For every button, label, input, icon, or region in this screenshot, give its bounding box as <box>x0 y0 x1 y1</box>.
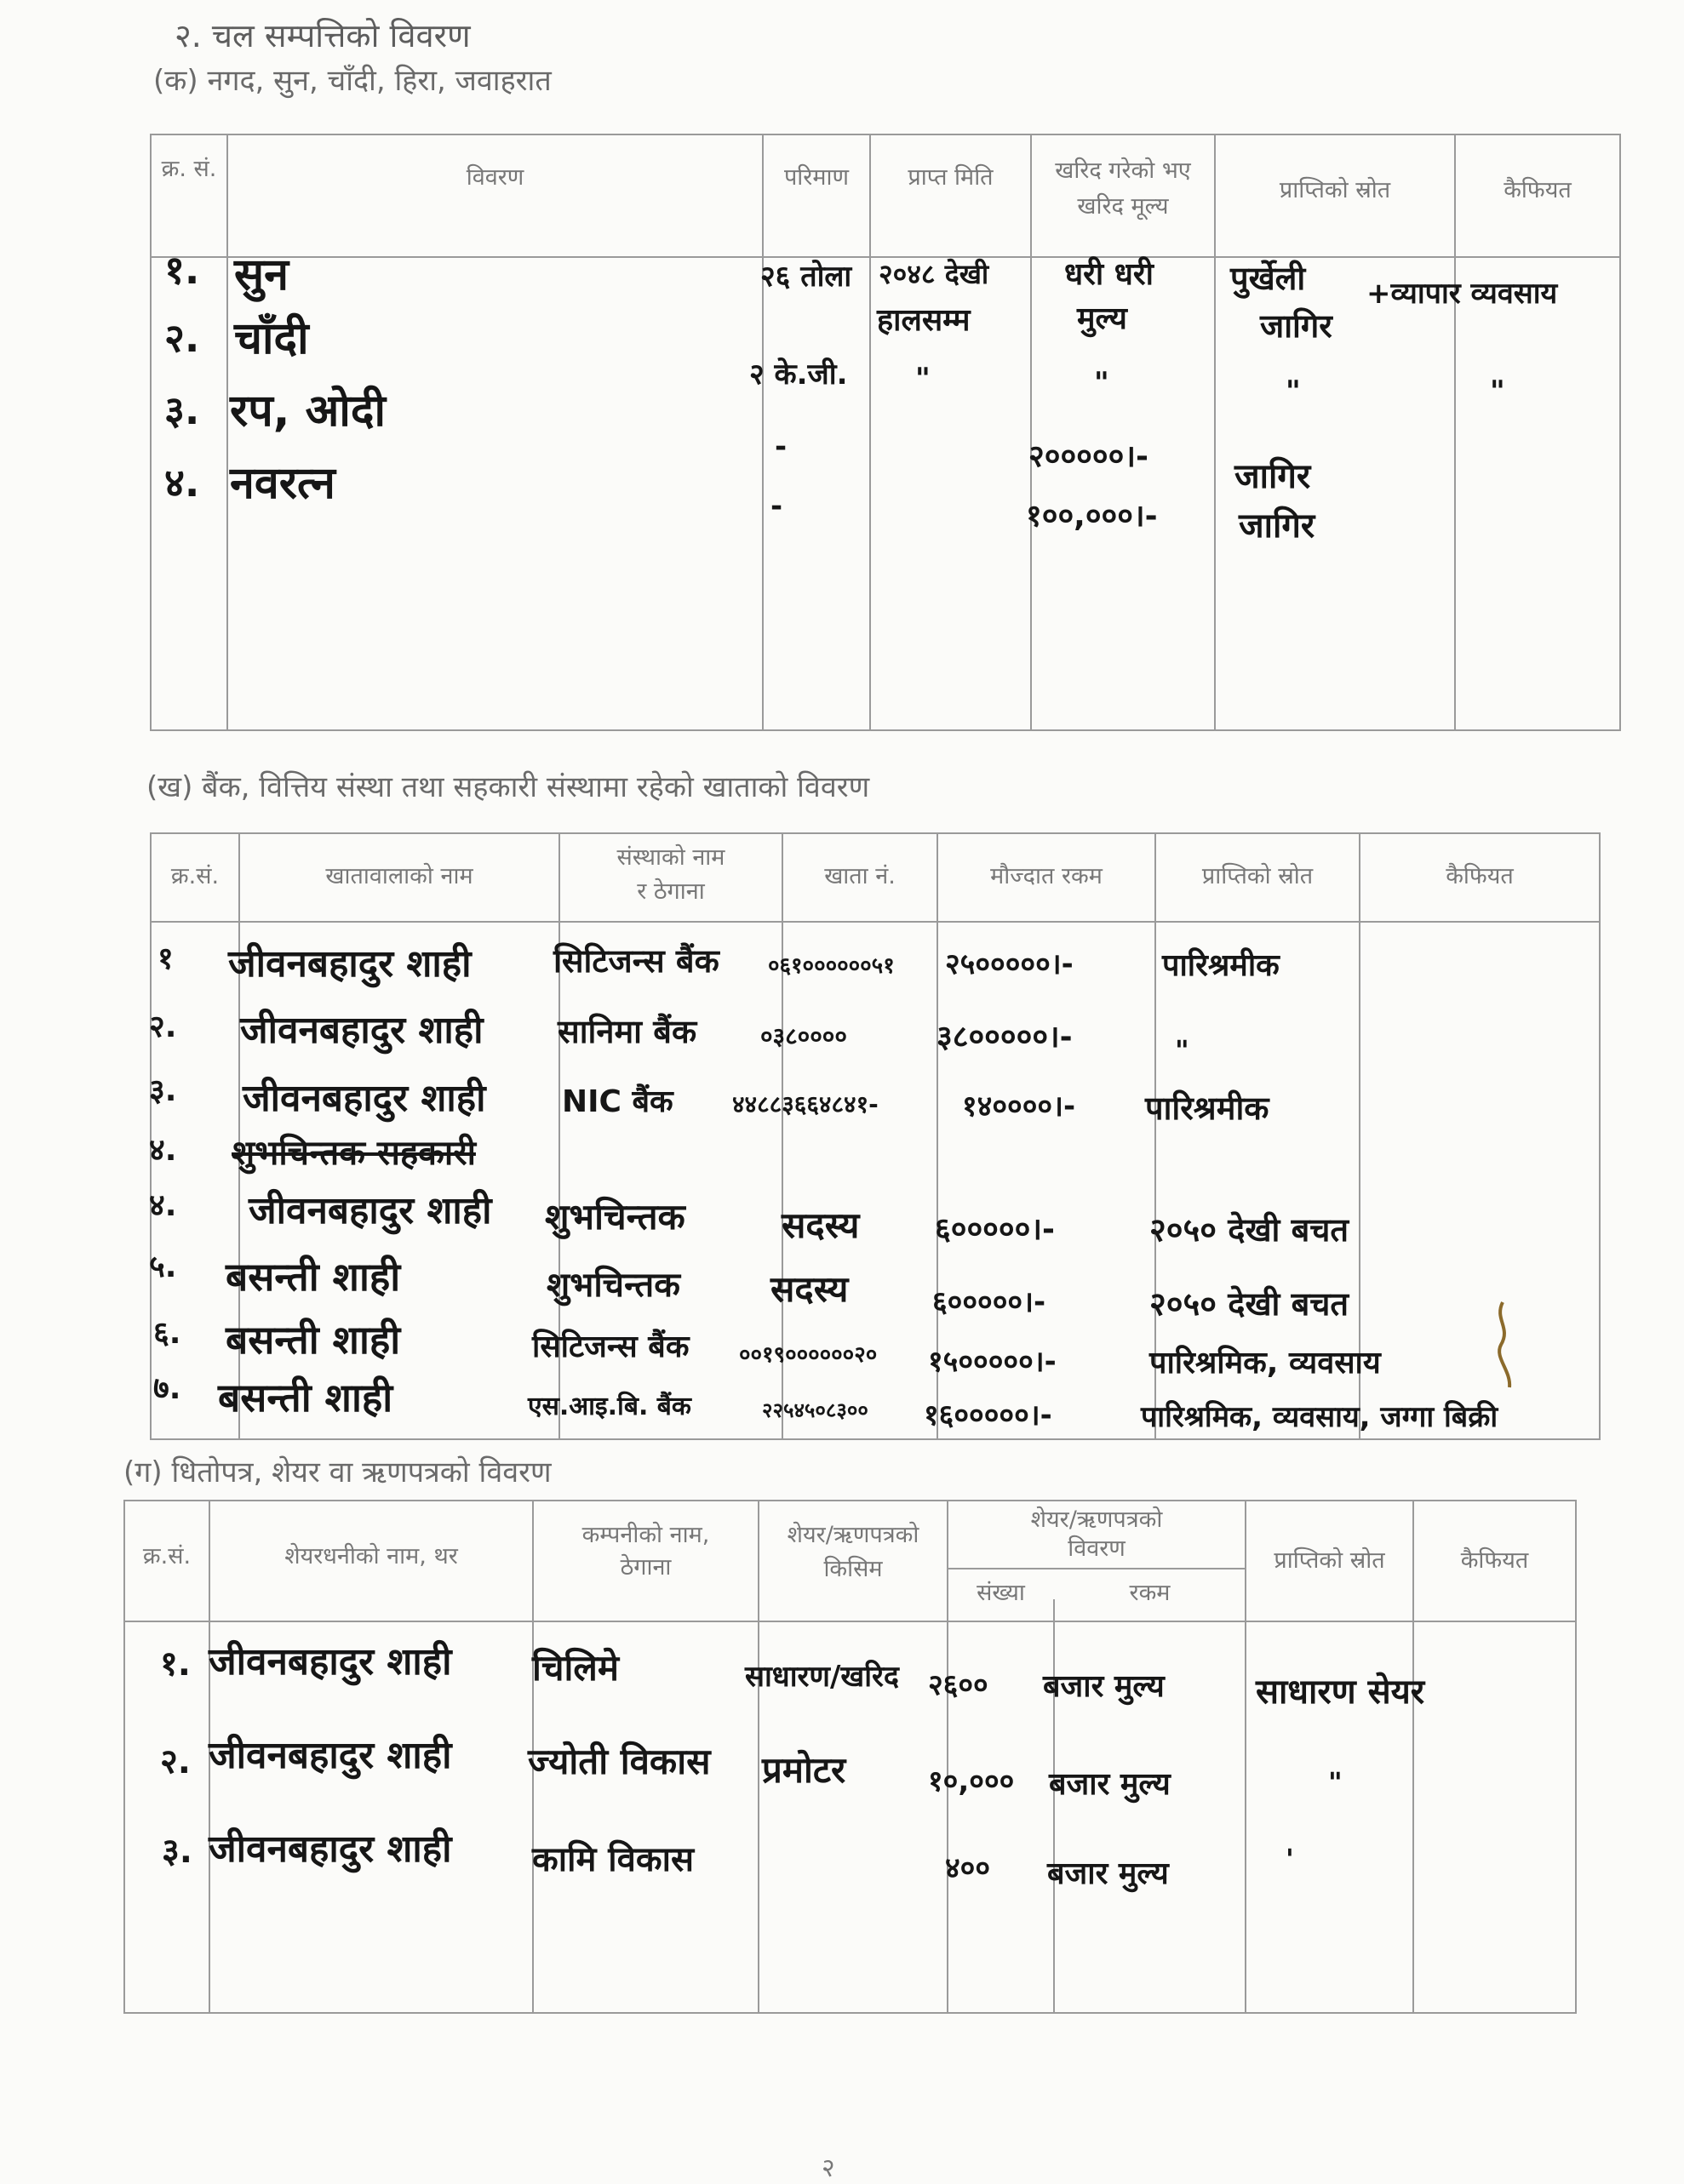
row-details: चाँदी <box>234 313 309 364</box>
row-sn: ३. <box>164 387 200 433</box>
header-inst-1: संस्थाको नाम <box>616 844 725 871</box>
row-holder: जीवनबहादुर शाही <box>249 1189 492 1232</box>
row-details: रप, ओदी <box>230 386 386 437</box>
row-type: साधारण/खरिद <box>745 1660 899 1694</box>
header-type-1: शेयर/ऋणपत्रको <box>787 1522 919 1548</box>
row-remarks: +व्यापार व्यवसाय <box>1366 277 1558 311</box>
row-quantity: - <box>770 489 783 523</box>
row-balance: १४००००।- <box>962 1089 1076 1123</box>
row-account: सदस्य <box>782 1204 860 1246</box>
header-type-2: किसिम <box>823 1556 883 1582</box>
row-price: १००,०००।- <box>1026 499 1158 534</box>
row-count: १०,००० <box>928 1764 1015 1798</box>
header-holder: शेयरधनीको नाम, थर <box>284 1543 458 1569</box>
row-sn: २. <box>164 315 200 361</box>
row-quantity: २ के.जी. <box>749 357 848 392</box>
row-source: साधारण सेयर <box>1256 1672 1425 1712</box>
row-company: कामि विकास <box>532 1840 695 1879</box>
row-source: २०५० देखी बचत <box>1149 1285 1349 1323</box>
row-holder-struck: शुभचिन्तक सहकारी <box>232 1134 476 1173</box>
header-inst-2: र ठेगाना <box>637 878 705 905</box>
part-a-title: (क) नगद, सुन, चाँदी, हिरा, जवाहरात <box>153 64 552 98</box>
row-sn: ६. <box>153 1316 181 1351</box>
page-number: २ <box>822 2153 835 2183</box>
header-sn: क्र. सं. <box>161 156 217 182</box>
row-date: " <box>915 362 931 396</box>
row-remarks: " <box>1490 374 1505 409</box>
row-holder: बसन्ती शाही <box>226 1317 401 1363</box>
row-company: चिलिमे <box>532 1647 620 1689</box>
row-amount: बजार मुल्य <box>1049 1767 1171 1802</box>
row-sn: १. <box>164 247 200 293</box>
row-account: ४४८८३६६४८४१- <box>732 1090 879 1118</box>
row-sn: २. <box>160 1742 191 1781</box>
header-detail-2: विवरण <box>1068 1535 1126 1562</box>
header-detail-1: शेयर/ऋणपत्रको <box>1030 1507 1163 1533</box>
row-holder: जीवनबहादुर शाही <box>243 1077 486 1120</box>
row-sn: ३. <box>162 1832 192 1871</box>
row-holder: बसन्ती शाही <box>218 1375 393 1421</box>
row-source: जागिर <box>1234 457 1311 496</box>
part-b-title: (ख) बैंक, वित्तिय संस्था तथा सहकारी संस्थामा रहेको खाताको विवरण <box>146 770 870 804</box>
row-details: सुन <box>234 249 289 300</box>
row-holder: जीवनबहादुर शाही <box>228 942 472 986</box>
header-quantity: परिमाण <box>783 164 850 191</box>
row-balance: ३८०००००।- <box>937 1020 1073 1055</box>
row-date-1: २०४८ देखी <box>879 258 989 290</box>
row-details: नवरत्न <box>230 458 335 509</box>
row-balance: १६०००००।- <box>924 1398 1052 1432</box>
header-remarks: कैफियत <box>1504 177 1572 203</box>
header-source: प्राप्तिको स्रोत <box>1201 863 1314 889</box>
header-sn: क्र.सं. <box>170 863 220 889</box>
row-inst: सिटिजन्स बैंक <box>553 942 719 980</box>
row-type: प्रमोटर <box>762 1749 846 1791</box>
row-inst: शुभचिन्तक <box>545 1196 685 1238</box>
header-remarks: कैफियत <box>1446 863 1514 889</box>
header-date: प्राप्त मिति <box>908 164 994 191</box>
row-source-2: जागिर <box>1260 307 1332 345</box>
row-count: २६०० <box>928 1668 988 1702</box>
row-source: पारिश्रमिक, व्यवसाय <box>1149 1346 1381 1381</box>
row-sn: ४. <box>149 1133 177 1168</box>
row-balance: १५०००००।- <box>928 1345 1057 1379</box>
row-source: पारिश्रमीक <box>1145 1089 1269 1127</box>
header-source: प्राप्तिको स्रोत <box>1274 1547 1385 1574</box>
row-sn: ४. <box>164 460 200 506</box>
header-company-1: कम्पनीको नाम, <box>581 1522 710 1548</box>
row-price-1: धरी धरी <box>1064 257 1154 292</box>
header-source: प्राप्तिको स्रोत <box>1279 177 1391 203</box>
header-sn: क्र.सं. <box>142 1543 192 1569</box>
header-company-2: ठेगाना <box>620 1554 672 1581</box>
header-holder: खातावालाको नाम <box>325 863 473 889</box>
row-sn: १ <box>158 941 174 976</box>
row-sn: ७. <box>153 1371 181 1406</box>
row-account: ०६१००००००५१ <box>768 953 895 979</box>
row-holder: जीवनबहादुर शाही <box>209 1734 452 1777</box>
row-holder: जीवनबहादुर शाही <box>240 1009 484 1052</box>
row-quantity: - <box>775 430 788 464</box>
section-title: २. चल सम्पत्तिको विवरण <box>175 17 471 54</box>
header-balance: मौज्दात रकम <box>990 863 1103 889</box>
row-holder: बसन्ती शाही <box>226 1254 401 1300</box>
row-source: " <box>1328 1766 1343 1798</box>
row-inst: NIC बैंक <box>562 1084 673 1119</box>
row-quantity: २६ तोला <box>760 260 852 294</box>
row-holder: जीवनबहादुर शाही <box>209 1827 452 1871</box>
header-price-1: खरिद गरेको भए <box>1055 157 1191 184</box>
row-balance: २५०००००।- <box>945 947 1074 981</box>
row-price: " <box>1094 366 1109 400</box>
row-count: ४०० <box>945 1851 991 1885</box>
header-remarks: कैफियत <box>1460 1547 1529 1574</box>
row-inst: सानिमा बैंक <box>558 1013 697 1050</box>
row-sn: २. <box>149 1009 177 1044</box>
row-account: सदस्य <box>770 1268 849 1310</box>
row-account: ००१९००००००२० <box>739 1342 878 1368</box>
row-balance: ६०००००।- <box>935 1212 1055 1247</box>
row-source: " <box>1175 1034 1189 1066</box>
row-sn: ३. <box>149 1073 177 1108</box>
row-source: " <box>1286 374 1301 409</box>
row-amount: बजार मुल्य <box>1047 1856 1169 1891</box>
row-balance: ६०००००।- <box>932 1285 1046 1319</box>
row-source: ' <box>1286 1843 1294 1875</box>
row-price-2: मुल्य <box>1077 301 1127 336</box>
row-account: २२५४५०८३०० <box>762 1398 868 1422</box>
header-details: विवरण <box>466 164 524 191</box>
row-date-2: हालसम्म <box>877 303 971 338</box>
part-c-title: (ग) धितोपत्र, शेयर वा ऋणपत्रको विवरण <box>123 1455 552 1489</box>
row-price: २०००००।- <box>1028 439 1148 474</box>
row-source: २०५० देखी बचत <box>1149 1211 1349 1249</box>
header-count: संख्या <box>977 1580 1025 1606</box>
header-account: खाता नं. <box>824 863 896 889</box>
row-inst: एस.आइ.बि. बैंक <box>528 1392 691 1421</box>
header-amount: रकम <box>1129 1580 1171 1606</box>
row-inst: सिटिजन्स बैंक <box>532 1329 690 1364</box>
header-price-2: खरिद मूल्य <box>1077 193 1169 220</box>
row-inst: शुभचिन्तक <box>547 1266 680 1305</box>
row-holder: जीवनबहादुर शाही <box>209 1640 452 1684</box>
row-sn: ४. <box>149 1188 177 1223</box>
row-account: ०३८०००० <box>760 1022 847 1050</box>
row-company: ज्योती विकास <box>528 1741 711 1782</box>
row-source: पारिश्रमीक <box>1162 948 1280 983</box>
row-source-1: पुर्खेली <box>1230 260 1306 297</box>
row-source: पारिश्रमिक, व्यवसाय, जग्गा बिक्री <box>1141 1400 1498 1434</box>
row-amount: बजार मुल्य <box>1043 1669 1165 1704</box>
row-sn: ५. <box>149 1249 177 1284</box>
row-source: जागिर <box>1239 506 1315 546</box>
row-sn: १. <box>160 1644 191 1684</box>
staple-mark <box>1486 1294 1528 1396</box>
